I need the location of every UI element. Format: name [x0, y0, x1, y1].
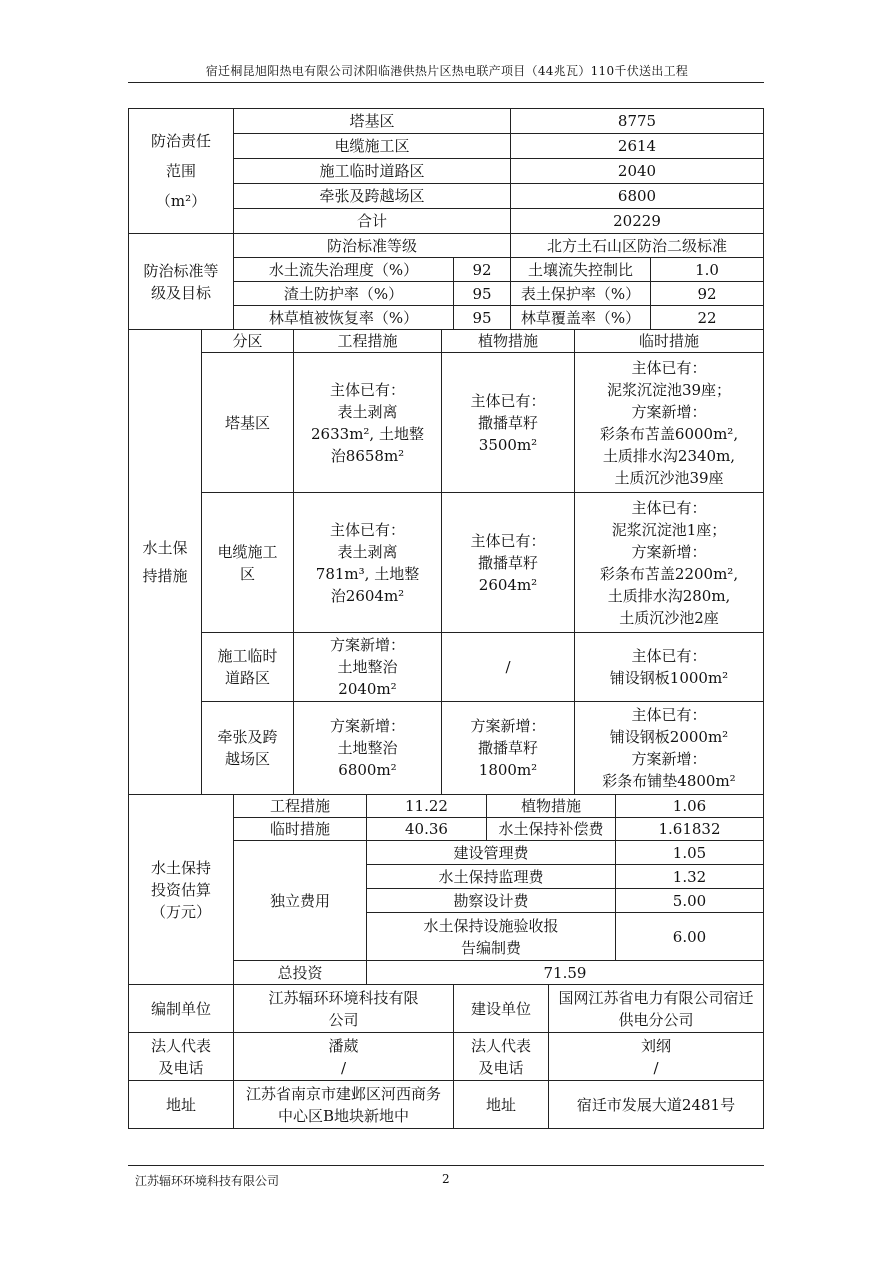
col-zone-header: 分区 — [202, 330, 294, 353]
address-build: 宿迁市发展大道2481号 — [549, 1081, 764, 1129]
indep-item-name: 建设管理费 — [367, 841, 616, 865]
col-plant-header: 植物措施 — [442, 330, 575, 353]
metric-label: 水土流失治理度（%） — [234, 258, 454, 282]
plant-invest-label: 植物措施 — [487, 795, 616, 818]
measures-label: 水土保 持措施 — [129, 330, 202, 795]
indep-item-name: 水土保持设施验收报告编制费 — [367, 913, 616, 961]
legal-rep-build: 刘纲 / — [549, 1033, 764, 1081]
zone-tower: 塔基区 — [202, 353, 294, 493]
comp-invest-value: 1.61832 — [616, 818, 764, 841]
scope-name: 施工临时道路区 — [234, 159, 511, 184]
total-invest-value: 71.59 — [367, 961, 764, 985]
scope-total-value: 20229 — [511, 209, 764, 234]
comp-invest-label: 水土保持补偿费 — [487, 818, 616, 841]
footer-company: 江苏辐环环境科技有限公司 — [135, 1174, 280, 1188]
build-unit-value: 国网江苏省电力有限公司宿迁供电分公司 — [549, 985, 764, 1033]
page-number: 2 — [442, 1172, 450, 1186]
temp-cable: 主体已有： 泥浆沉淀池1座； 方案新增： 彩条布苫盖2200m², 土质排水沟280m, 土质沉沙池2座 — [575, 493, 764, 633]
plant-invest-value: 1.06 — [616, 795, 764, 818]
scope-name: 电缆施工区 — [234, 134, 511, 159]
plant-stringing: 方案新增： 撒播草籽 1800m² — [442, 702, 575, 795]
build-unit-label: 建设单位 — [454, 985, 549, 1033]
prep-unit-value: 江苏辐环环境科技有限公司 — [234, 985, 454, 1033]
temp-road: 主体已有： 铺设钢板1000m² — [575, 633, 764, 702]
plant-tower: 主体已有： 撒播草籽 3500m² — [442, 353, 575, 493]
eng-invest-label: 工程措施 — [234, 795, 367, 818]
footer-rule — [128, 1165, 764, 1166]
eng-invest-value: 11.22 — [367, 795, 487, 818]
scope-value: 2040 — [511, 159, 764, 184]
investment-label: 水土保持 投资估算 （万元） — [129, 795, 234, 985]
scope-value: 2614 — [511, 134, 764, 159]
eng-tower: 主体已有： 表土剥离 2633m², 土地整 治8658m² — [294, 353, 442, 493]
parties-table — [128, 984, 764, 1129]
summary-sheet — [128, 108, 764, 1129]
metric-value: 1.0 — [651, 258, 764, 282]
indep-item-value: 5.00 — [616, 889, 764, 913]
measures-table — [128, 329, 764, 795]
metric-label: 林草植被恢复率（%） — [234, 306, 454, 330]
plant-road: / — [442, 633, 575, 702]
scope-value: 6800 — [511, 184, 764, 209]
indep-item-value: 6.00 — [616, 913, 764, 961]
scope-name: 牵张及跨越场区 — [234, 184, 511, 209]
total-invest-label: 总投资 — [234, 961, 367, 985]
metric-value: 92 — [651, 282, 764, 306]
metric-label: 林草覆盖率（%） — [511, 306, 651, 330]
legal-rep-label-build: 法人代表及电话 — [454, 1033, 549, 1081]
independent-cost-label: 独立费用 — [234, 841, 367, 961]
prep-unit-label: 编制单位 — [129, 985, 234, 1033]
metric-label: 渣土防护率（%） — [234, 282, 454, 306]
scope-label: 防治责任 范围 （m²） — [129, 109, 234, 234]
investment-table — [128, 794, 764, 985]
metric-value: 95 — [454, 306, 511, 330]
temp-stringing: 主体已有： 铺设钢板2000m² 方案新增： 彩条布铺垫4800m² — [575, 702, 764, 795]
indep-item-name: 勘察设计费 — [367, 889, 616, 913]
metric-value: 95 — [454, 282, 511, 306]
address-label-build: 地址 — [454, 1081, 549, 1129]
standard-table — [128, 233, 764, 330]
indep-item-value: 1.05 — [616, 841, 764, 865]
metric-label: 表土保护率（%） — [511, 282, 651, 306]
address-prep: 江苏省南京市建邺区河西商务中心区B地块新地中 — [234, 1081, 454, 1129]
temp-invest-value: 40.36 — [367, 818, 487, 841]
eng-cable: 主体已有： 表土剥离 781m³, 土地整 治2604m² — [294, 493, 442, 633]
eng-stringing: 方案新增： 土地整治 6800m² — [294, 702, 442, 795]
standard-label: 防治标准等级及目标 — [129, 234, 234, 330]
page-header: 宿迁桐昆旭阳热电有限公司沭阳临港供热片区热电联产项目（44兆瓦）110千伏送出工程 — [205, 64, 689, 78]
plant-cable: 主体已有： 撒播草籽 2604m² — [442, 493, 575, 633]
scope-table — [128, 108, 764, 234]
scope-name: 塔基区 — [234, 109, 511, 134]
zone-cable: 电缆施工区 — [202, 493, 294, 633]
temp-invest-label: 临时措施 — [234, 818, 367, 841]
zone-stringing: 牵张及跨越场区 — [202, 702, 294, 795]
standard-level-value: 北方土石山区防治二级标准 — [511, 234, 764, 258]
standard-level-label: 防治标准等级 — [234, 234, 511, 258]
indep-item-value: 1.32 — [616, 865, 764, 889]
legal-rep-label: 法人代表及电话 — [129, 1033, 234, 1081]
metric-value: 92 — [454, 258, 511, 282]
col-temp-header: 临时措施 — [575, 330, 764, 353]
metric-value: 22 — [651, 306, 764, 330]
temp-tower: 主体已有： 泥浆沉淀池39座； 方案新增： 彩条布苫盖6000m², 土质排水沟2340m, 土质沉沙池39座 — [575, 353, 764, 493]
header-rule — [128, 82, 764, 83]
address-label: 地址 — [129, 1081, 234, 1129]
metric-label: 土壤流失控制比 — [511, 258, 651, 282]
legal-rep-prep: 潘葳 / — [234, 1033, 454, 1081]
col-eng-header: 工程措施 — [294, 330, 442, 353]
scope-value: 8775 — [511, 109, 764, 134]
eng-road: 方案新增： 土地整治 2040m² — [294, 633, 442, 702]
scope-total-name: 合计 — [234, 209, 511, 234]
indep-item-name: 水土保持监理费 — [367, 865, 616, 889]
zone-road: 施工临时道路区 — [202, 633, 294, 702]
